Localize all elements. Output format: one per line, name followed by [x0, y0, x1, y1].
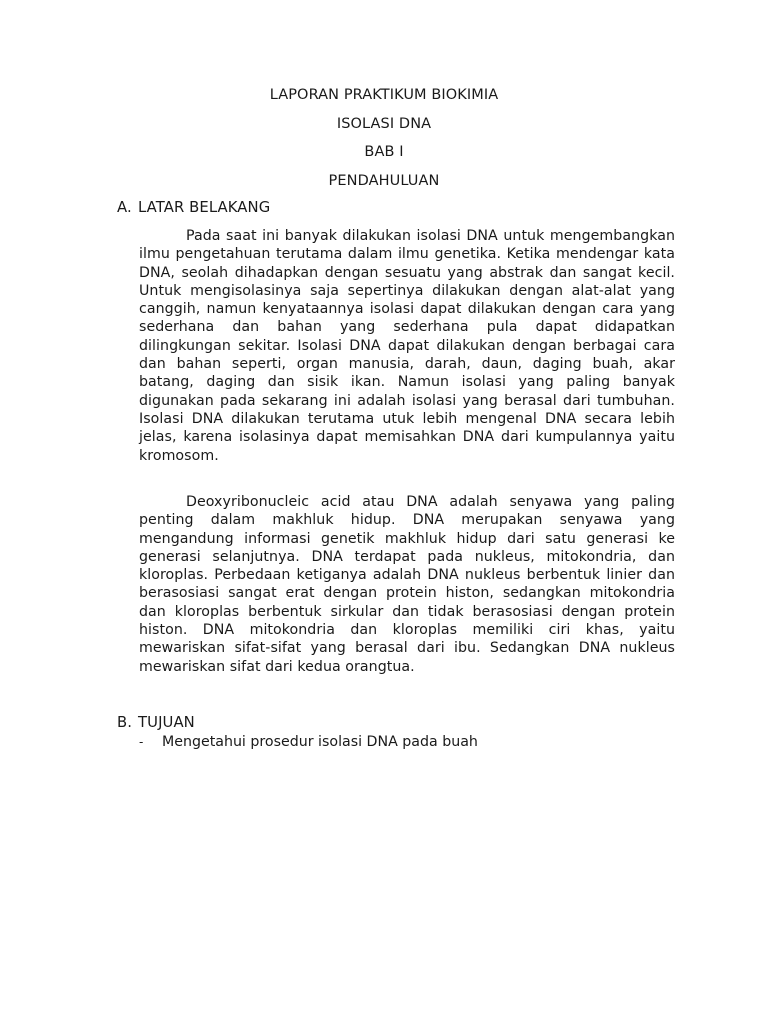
- objective-list: [139, 733, 478, 751]
- dash-bullet-icon: -: [139, 735, 144, 749]
- paragraph-2: Deoxyribonucleic acid atau DNA adalah senyawa yang paling penting dalam makhluk hidup. DNA merupakan senyawa yang mengandung informasi genetik makhluk hidup dari satu generasi ke generasi selanjutnya. DNA terdapat pada nukleus, mitokondria, dan kloroplas. Perbedaan ketiganya adalah DNA nukleus berbentuk linier dan berasosiasi sangat erat dengan protein histon, sedangkan mitokondria dan kloroplas berbentuk sirkular dan tidak berasosiasi dengan protein histon. DNA mitokondria dan kloroplas memiliki ciri khas, yaitu mewariskan sifat-sifat yang berasal dari ibu. Sedangkan DNA nukleus mewariskan sifat dari kedua orangtua.: [139, 494, 675, 675]
- section-b-number: B.: [117, 714, 133, 731]
- report-subtitle: ISOLASI DNA: [336, 115, 432, 132]
- chapter-title: PENDAHULUAN: [328, 172, 440, 189]
- chapter-label: BAB I: [364, 144, 404, 160]
- section-b-heading: [117, 714, 195, 732]
- title-block: [0, 86, 768, 200]
- objective-text: Mengetahui prosedur isolasi DNA pada buah: [162, 734, 478, 750]
- section-a-heading: [117, 199, 270, 217]
- section-b-title: TUJUAN: [138, 714, 195, 731]
- report-title: LAPORAN PRAKTIKUM BIOKIMIA: [269, 87, 499, 103]
- list-item: [139, 733, 478, 751]
- section-a-number: A.: [117, 199, 132, 216]
- paragraph-1: Pada saat ini banyak dilakukan isolasi DNA untuk mengembangkan ilmu pengetahuan terutama dalam ilmu genetika. Ketika mendengar kata DNA, seolah dihadapkan dengan sesuatu yang abstrak dan sangat kecil. Untuk mengisolasinya saja sepertinya dilakukan dengan alat-alat yang canggih, namun kenyataannya isolasi dapat dilakukan dengan cara yang sederhana dan bahan yang sederhana pula dapat didapatkan dilingkungan sekitar. Isolasi DNA dapat dilakukan dengan berbagai cara dan bahan seperti, organ manusia, darah, daun, daging buah, akar batang, daging dan sisik ikan. Namun isolasi yang paling banyak digunakan pada sekarang ini adalah isolasi yang berasal dari tumbuhan. Isolasi DNA dilakukan terutama utuk lebih mengenal DNA secara lebih jelas, karena isolasinya dapat memisahkan DNA dari kumpulannya yaitu kromosom.: [139, 228, 675, 464]
- section-a-title: LATAR BELAKANG: [138, 199, 271, 216]
